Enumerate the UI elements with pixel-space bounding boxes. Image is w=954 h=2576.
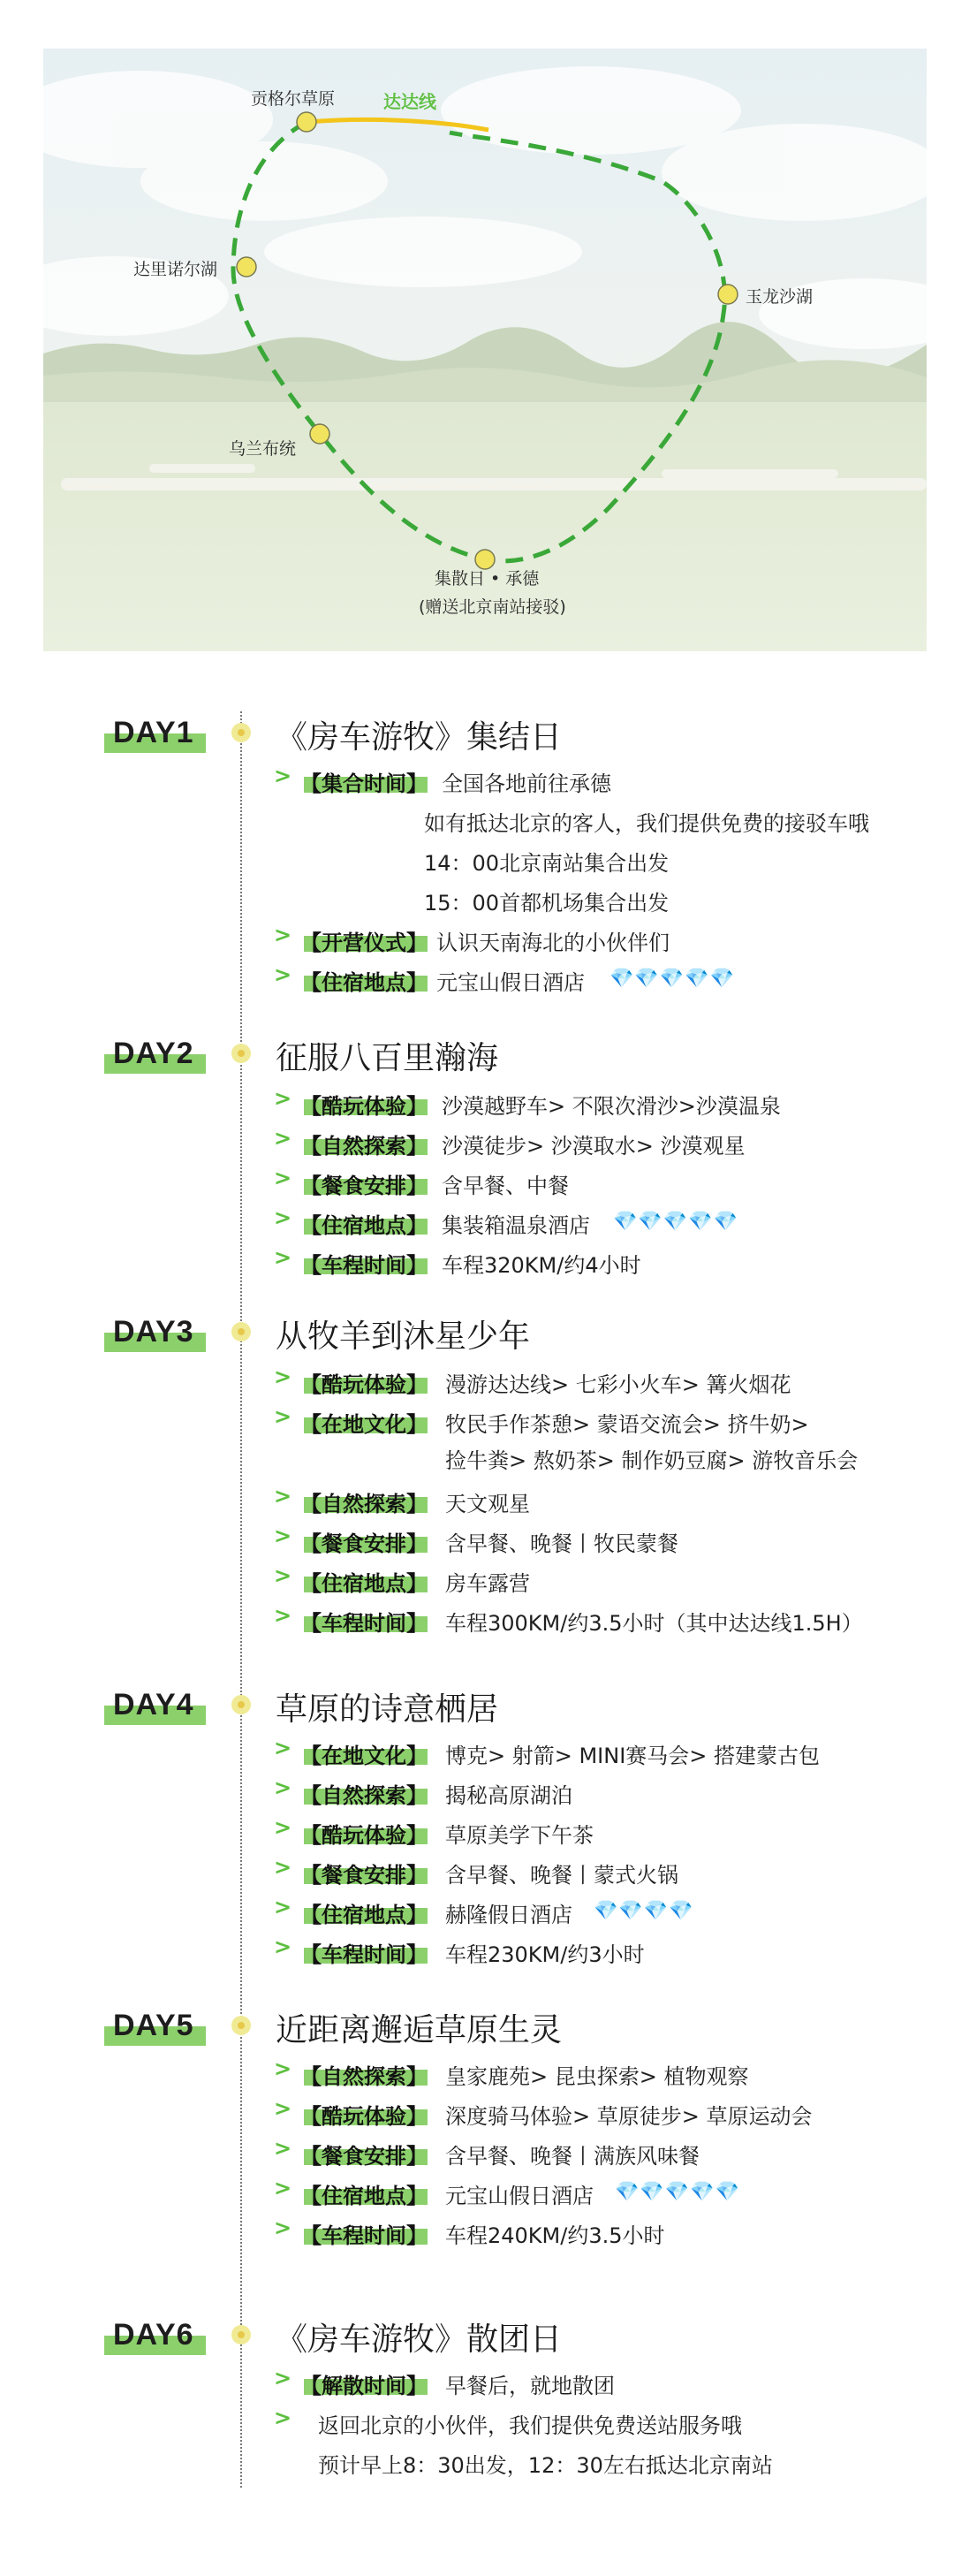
day-badge: DAY6 [104,2320,210,2355]
chevron-right-icon: > [274,1205,292,1230]
chevron-right-icon: > [274,2096,292,2121]
day-title: 征服八百里瀚海 [276,1040,499,1076]
item-value: 含早餐、晚餐丨蒙式火锅 [445,1863,678,1888]
item-tag: 【住宿地点】 [300,1571,428,1596]
chevron-right-icon: > [274,1245,292,1270]
item-value: 草原美学下午茶 [445,1823,594,1848]
item-tag: 【开营仪式】 [300,931,428,955]
chevron-right-icon: > [274,1855,292,1880]
timeline-dot [231,1322,251,1341]
day-title: 《房车游牧》集结日 [276,719,563,756]
item-tag: 【自然探索】 [300,2064,428,2089]
item-tag: 【车程时间】 [300,1253,428,1278]
item-tag: 【酷玩体验】 [300,1823,428,1848]
timeline-dot [231,1044,251,1063]
chevron-right-icon: > [274,2366,292,2390]
chevron-right-icon: > [274,1364,292,1389]
chevron-right-icon: > [274,2136,292,2161]
item-tag: 【住宿地点】 [300,970,428,995]
item-value: 全国各地前往承德 [442,771,611,796]
chevron-right-icon: > [274,2215,292,2240]
item-value: 皇家鹿苑> 昆虫探索> 植物观察 [445,2064,749,2089]
item-tag: 【集合时间】 [300,771,428,796]
item-tag: 【自然探索】 [300,1134,428,1159]
day-title: 《房车游牧》散团日 [276,2321,563,2358]
day-badge: DAY3 [104,1317,210,1352]
chevron-right-icon: > [274,1484,292,1508]
item-value: 车程320KM/约4小时 [442,1253,641,1278]
pin-wulanbutong [310,424,329,444]
item-tag: 【解散时间】 [300,2374,428,2398]
item-value: 牧民手作茶憩> 蒙语交流会> 挤牛奶> [445,1412,809,1437]
chevron-right-icon: > [274,2405,292,2430]
chevron-right-icon: > [274,1126,292,1151]
item-value: 车程230KM/约3小时 [445,1942,645,1967]
item-value: 沙漠徒步> 沙漠取水> 沙漠观星 [442,1134,746,1159]
chevron-right-icon: > [274,1775,292,1800]
item-value: 车程300KM/约3.5小时（其中达达线1.5H） [445,1611,863,1636]
item-note: 15：00首都机场集合出发 [424,891,670,916]
item-note: 预计早上8：30出发，12：30左右抵达北京南站 [318,2453,773,2478]
chevron-right-icon: > [274,1934,292,1959]
route-map [43,49,927,651]
place-gegeer: 贡格尔草原 [251,89,336,109]
timeline-dot [231,1695,251,1714]
item-value: 揭秘高原湖泊 [445,1783,572,1808]
chevron-right-icon: > [274,1895,292,1919]
item-value: 早餐后，就地散团 [445,2374,615,2398]
place-wulanbutong: 乌兰布统 [229,439,297,459]
chevron-right-icon: > [274,962,292,987]
place-gathering: 集散日 • 承德 [435,569,540,589]
item-value: 博克> 射箭> MINI赛马会> 搭建蒙古包 [445,1744,821,1768]
chevron-right-icon: > [274,1563,292,1588]
diamond-rating-icon: 💎💎💎💎 [594,1900,694,1922]
chevron-right-icon: > [274,2176,292,2200]
day-title: 草原的诗意栖居 [276,1691,499,1728]
item-value: 含早餐、晚餐丨满族风味餐 [445,2144,700,2169]
route-label-dada: 达达线 [383,91,436,112]
pin-yulong [718,285,738,304]
item-value: 元宝山假日酒店 [436,970,585,995]
pin-gegeer [297,112,316,132]
timeline-line [240,711,242,2488]
item-value: 认识天南海北的小伙伴们 [436,931,670,955]
day-badge: DAY2 [104,1038,210,1074]
chevron-right-icon: > [274,1166,292,1190]
item-value: 房车露营 [445,1571,530,1596]
item-value: 含早餐、中餐 [442,1174,569,1198]
item-tag: 【住宿地点】 [300,1213,428,1238]
chevron-right-icon: > [274,1815,292,1840]
item-tag: 【在地文化】 [300,1744,428,1768]
item-value: 元宝山假日酒店 [445,2184,594,2208]
day-badge: DAY1 [104,718,210,753]
day-title: 近距离邂逅草原生灵 [276,2012,563,2048]
route-map-graphic [43,49,927,651]
item-value: 赫隆假日酒店 [445,1903,572,1927]
diamond-rating-icon: 💎💎💎💎💎 [610,968,735,990]
diamond-rating-icon: 💎💎💎💎💎 [613,1211,738,1233]
diamond-rating-icon: 💎💎💎💎💎 [615,2181,740,2203]
item-tag: 【酷玩体验】 [300,1372,428,1397]
chevron-right-icon: > [274,2056,292,2081]
item-tag: 【餐食安排】 [300,1174,428,1198]
item-tag: 【车程时间】 [300,1942,428,1967]
chevron-right-icon: > [274,1404,292,1429]
item-value: 沙漠越野车> 不限次滑沙>沙漠温泉 [442,1094,781,1119]
day-badge: DAY5 [104,2010,210,2046]
item-tag: 【车程时间】 [300,2223,428,2248]
item-value: 返回北京的小伙伴，我们提供免费送站服务哦 [318,2413,742,2438]
chevron-right-icon: > [274,1086,292,1111]
item-value: 天文观星 [445,1492,530,1516]
item-tag: 【酷玩体验】 [300,1094,428,1119]
item-value: 深度骑马体验> 草原徒步> 草原运动会 [445,2104,813,2129]
item-tag: 【餐食安排】 [300,1531,428,1556]
item-tag: 【住宿地点】 [300,2184,428,2208]
item-value: 车程240KM/约3.5小时 [445,2223,665,2248]
item-tag: 【自然探索】 [300,1492,428,1516]
item-value: 集装箱温泉酒店 [442,1213,590,1238]
chevron-right-icon: > [274,764,292,788]
item-tag: 【餐食安排】 [300,1863,428,1888]
place-gathering-note: (赠送北京南站接驳) [419,597,566,617]
item-tag: 【住宿地点】 [300,1903,428,1927]
item-value: 含早餐、晚餐丨牧民蒙餐 [445,1531,678,1556]
item-tag: 【餐食安排】 [300,2144,428,2169]
timeline-dot [231,723,251,742]
item-tag: 【车程时间】 [300,1611,428,1636]
item-note: 14：00北京南站集合出发 [424,851,670,876]
place-yulong: 玉龙沙湖 [746,287,814,307]
day-badge: DAY4 [104,1690,210,1725]
pin-dalinuoer [237,257,256,277]
item-note: 如有抵达北京的客人，我们提供免费的接驳车哦 [424,811,869,836]
item-value: 漫游达达线> 七彩小火车> 篝火烟花 [445,1372,791,1397]
timeline-dot [231,2016,251,2035]
chevron-right-icon: > [274,1524,292,1548]
chevron-right-icon: > [274,923,292,947]
item-tag: 【自然探索】 [300,1783,428,1808]
timeline-dot [231,2325,251,2344]
item-note: 捡牛粪> 熬奶茶> 制作奶豆腐> 游牧音乐会 [445,1448,859,1473]
place-dalinuoer: 达里诺尔湖 [133,260,218,279]
day-title: 从牧羊到沐星少年 [276,1318,531,1355]
item-tag: 【在地文化】 [300,1412,428,1437]
chevron-right-icon: > [274,1736,292,1760]
chevron-right-icon: > [274,1603,292,1628]
item-tag: 【酷玩体验】 [300,2104,428,2129]
